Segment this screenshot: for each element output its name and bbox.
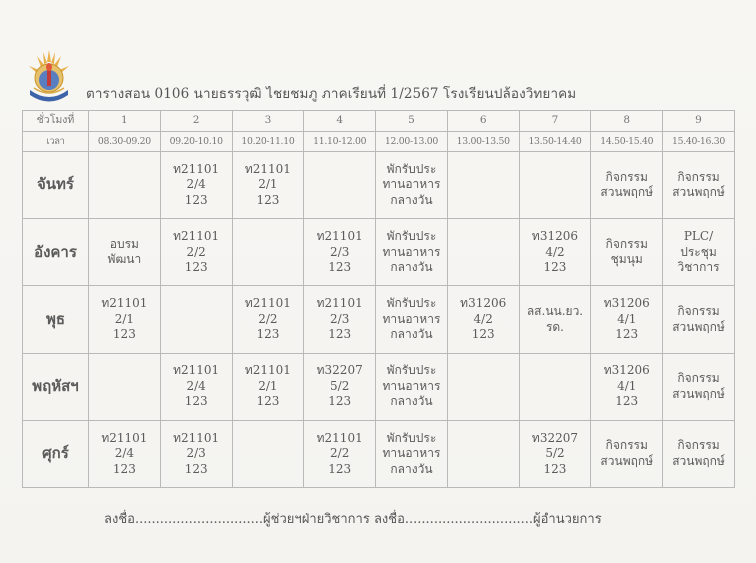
- cell-line: 123: [615, 394, 639, 409]
- cell-line: ท21101: [173, 363, 220, 378]
- cell-line: 123: [112, 327, 136, 342]
- cell-line: ท21101: [173, 161, 220, 176]
- cell-line: กิจกรรม: [605, 438, 648, 453]
- day-row: [23, 152, 735, 219]
- cell-line: กลางวัน: [390, 192, 433, 207]
- timetable-cell: [89, 152, 161, 219]
- cell-line: ท31206: [603, 363, 650, 378]
- cell-line: 123: [112, 461, 136, 476]
- signature-line: ลงชื่อ...............................ผู้ช่วยฯฝ่ายวิชาการ ลงชื่อ...............................ผู้อำนวยการ: [104, 512, 602, 527]
- cell-line: 2/1: [114, 311, 135, 326]
- day-row: [23, 219, 735, 286]
- cell-line: สวนพฤกษ์: [672, 185, 725, 200]
- cell-line: สวนพฤกษ์: [672, 319, 725, 334]
- timetable-cell: [232, 152, 304, 219]
- day-row: [23, 420, 735, 487]
- document-title: ตารางสอน 0106 นายธรรวุฒิ ไชยชมภู ภาคเรียนที่ 1/2567 โรงเรียนปล้องวิทยาคม: [86, 86, 577, 102]
- day-name: อังคาร: [23, 219, 89, 286]
- cell-line: ชุมนุม: [610, 252, 643, 267]
- period-time: 14.50-15.40: [591, 132, 663, 152]
- cell-line: ทานอาหาร: [382, 311, 441, 326]
- cell-line: 123: [184, 192, 208, 207]
- timetable-cell: [591, 219, 663, 286]
- cell-line: 123: [184, 394, 208, 409]
- time-header-label: เวลา: [23, 132, 89, 152]
- cell-line: 123: [256, 394, 280, 409]
- cell-line: กิจกรรม: [677, 304, 720, 319]
- cell-line: 2/4: [186, 177, 206, 192]
- timetable-cell: [591, 420, 663, 487]
- timetable-cell: [519, 420, 591, 487]
- cell-line: 123: [184, 461, 208, 476]
- period-header-label: ชั่วโมงที่: [23, 111, 89, 132]
- period-number: 9: [663, 111, 735, 132]
- timetable-cell: [519, 286, 591, 353]
- day-name: จันทร์: [23, 152, 89, 219]
- timetable-cell: [519, 152, 591, 219]
- timetable-cell: [447, 420, 519, 487]
- cell-line: PLC/: [683, 229, 714, 244]
- timetable-cell: [663, 152, 735, 219]
- period-number: 7: [519, 111, 591, 132]
- period-number: 1: [89, 111, 161, 132]
- cell-line: 123: [543, 461, 567, 476]
- period-number: 3: [232, 111, 304, 132]
- cell-line: ทานอาหาร: [382, 177, 441, 192]
- cell-line: ทานอาหาร: [382, 446, 441, 461]
- timetable-cell: [519, 353, 591, 420]
- timetable-cell: [663, 420, 735, 487]
- cell-line: ท21101: [101, 430, 148, 445]
- cell-line: พักรับประ: [386, 430, 437, 445]
- cell-line: 123: [256, 192, 280, 207]
- cell-line: ท21101: [101, 296, 148, 311]
- cell-line: 123: [615, 327, 639, 342]
- cell-line: พักรับประ: [386, 229, 437, 244]
- cell-line: 2/3: [330, 244, 350, 259]
- cell-line: 2/4: [186, 378, 206, 393]
- timetable-cell: [89, 286, 161, 353]
- cell-line: 123: [184, 260, 208, 275]
- timetable-cell: [160, 152, 232, 219]
- period-time: 13.50-14.40: [519, 132, 591, 152]
- cell-line: 123: [256, 327, 280, 342]
- cell-line: 123: [328, 260, 352, 275]
- cell-line: 5/2: [330, 378, 350, 393]
- cell-line: 2/1: [258, 177, 278, 192]
- cell-line: 123: [471, 327, 495, 342]
- cell-line: อบรม: [109, 236, 139, 251]
- timetable-cell: [232, 353, 304, 420]
- timetable-cell: [376, 219, 448, 286]
- timetable-cell: [89, 420, 161, 487]
- timetable-cell: [232, 420, 304, 487]
- cell-line: ทานอาหาร: [382, 378, 441, 393]
- period-time: 10.20-11.10: [232, 132, 304, 152]
- day-name: ศุกร์: [23, 420, 89, 487]
- period-time: 13.00-13.50: [447, 132, 519, 152]
- timetable: [22, 110, 735, 488]
- period-number: 4: [304, 111, 376, 132]
- cell-line: สวนพฤกษ์: [600, 185, 654, 200]
- period-number: 5: [376, 111, 448, 132]
- timetable-cell: [89, 353, 161, 420]
- cell-line: ลส.นน.ยว.: [526, 304, 584, 319]
- timetable-cell: [89, 219, 161, 286]
- cell-line: 123: [543, 260, 567, 275]
- cell-line: ประชุม: [680, 244, 717, 259]
- cell-line: ทานอาหาร: [382, 244, 441, 259]
- cell-line: ท21101: [173, 229, 220, 244]
- cell-line: พักรับประ: [386, 363, 437, 378]
- cell-line: 4/1: [617, 311, 637, 326]
- timetable-cell: [304, 420, 376, 487]
- timetable-cell: [304, 219, 376, 286]
- cell-line: กลางวัน: [390, 260, 433, 275]
- cell-line: กลางวัน: [390, 394, 433, 409]
- period-time: 09.20-10.10: [160, 132, 232, 152]
- cell-line: 2/3: [330, 311, 350, 326]
- period-time: 11.10-12.00: [304, 132, 376, 152]
- timetable-cell: [591, 286, 663, 353]
- day-name: พฤหัสฯ: [23, 353, 89, 420]
- cell-line: กิจกรรม: [677, 371, 720, 386]
- timetable-cell: [663, 353, 735, 420]
- time-header-row: [23, 132, 735, 152]
- day-row: [23, 286, 735, 353]
- cell-line: ท31206: [531, 229, 579, 244]
- cell-line: ท31206: [603, 296, 650, 311]
- timetable-cell: [663, 286, 735, 353]
- cell-line: 2/1: [258, 378, 278, 393]
- cell-line: พัฒนา: [107, 252, 142, 267]
- cell-line: สวนพฤกษ์: [600, 453, 654, 468]
- timetable-cell: [304, 353, 376, 420]
- cell-line: 4/2: [545, 244, 565, 259]
- period-number: 8: [591, 111, 663, 132]
- cell-line: 2/3: [186, 446, 206, 461]
- cell-line: ท31206: [460, 296, 507, 311]
- cell-line: กลางวัน: [390, 461, 433, 476]
- timetable-cell: [591, 353, 663, 420]
- timetable-cell: [160, 219, 232, 286]
- cell-line: 4/1: [617, 378, 637, 393]
- period-number: 6: [447, 111, 519, 132]
- cell-line: ท21101: [244, 296, 291, 311]
- timetable-cell: [376, 353, 448, 420]
- school-emblem-icon: [24, 48, 74, 108]
- day-row: [23, 353, 735, 420]
- cell-line: 2/2: [186, 244, 206, 259]
- cell-line: 4/2: [473, 311, 493, 326]
- cell-line: กิจกรรม: [605, 169, 648, 184]
- cell-line: ท32207: [316, 363, 363, 378]
- cell-line: กลางวัน: [390, 327, 433, 342]
- cell-line: 2/2: [330, 446, 350, 461]
- cell-line: ท21101: [316, 430, 363, 445]
- cell-line: ท21101: [244, 161, 291, 176]
- cell-line: 123: [328, 394, 352, 409]
- cell-line: 5/2: [545, 446, 565, 461]
- cell-line: พักรับประ: [386, 161, 437, 176]
- cell-line: 123: [328, 327, 352, 342]
- timetable-cell: [232, 219, 304, 286]
- timetable-cell: [519, 219, 591, 286]
- cell-line: สวนพฤกษ์: [672, 453, 725, 468]
- cell-line: กิจกรรม: [605, 236, 648, 251]
- cell-line: ท21101: [173, 430, 220, 445]
- cell-line: ท21101: [316, 229, 363, 244]
- cell-line: 2/2: [258, 311, 278, 326]
- cell-line: ท21101: [244, 363, 291, 378]
- timetable-cell: [591, 152, 663, 219]
- timetable-cell: [376, 152, 448, 219]
- cell-line: วิชาการ: [677, 260, 720, 275]
- cell-line: ท21101: [316, 296, 363, 311]
- timetable-cell: [304, 152, 376, 219]
- cell-line: กิจกรรม: [677, 438, 720, 453]
- timetable-cell: [447, 353, 519, 420]
- cell-line: พักรับประ: [386, 296, 437, 311]
- timetable-cell: [447, 152, 519, 219]
- cell-line: 2/4: [114, 446, 135, 461]
- timetable-cell: [447, 286, 519, 353]
- cell-line: ท32207: [531, 430, 579, 445]
- timetable-cell: [160, 286, 232, 353]
- timetable-cell: [232, 286, 304, 353]
- timetable-cell: [376, 420, 448, 487]
- day-name: พุธ: [23, 286, 89, 353]
- period-time: 08.30-09.20: [89, 132, 161, 152]
- timetable-cell: [376, 286, 448, 353]
- timetable-cell: [304, 286, 376, 353]
- period-header-row: [23, 111, 735, 132]
- cell-line: 123: [328, 461, 352, 476]
- period-time: 15.40-16.30: [663, 132, 735, 152]
- timetable-cell: [160, 353, 232, 420]
- period-time: 12.00-13.00: [376, 132, 448, 152]
- timetable-cell: [447, 219, 519, 286]
- timetable-cell: [663, 219, 735, 286]
- cell-line: สวนพฤกษ์: [672, 386, 725, 401]
- period-number: 2: [160, 111, 232, 132]
- cell-line: รด.: [545, 319, 564, 334]
- timetable-cell: [160, 420, 232, 487]
- cell-line: กิจกรรม: [677, 169, 720, 184]
